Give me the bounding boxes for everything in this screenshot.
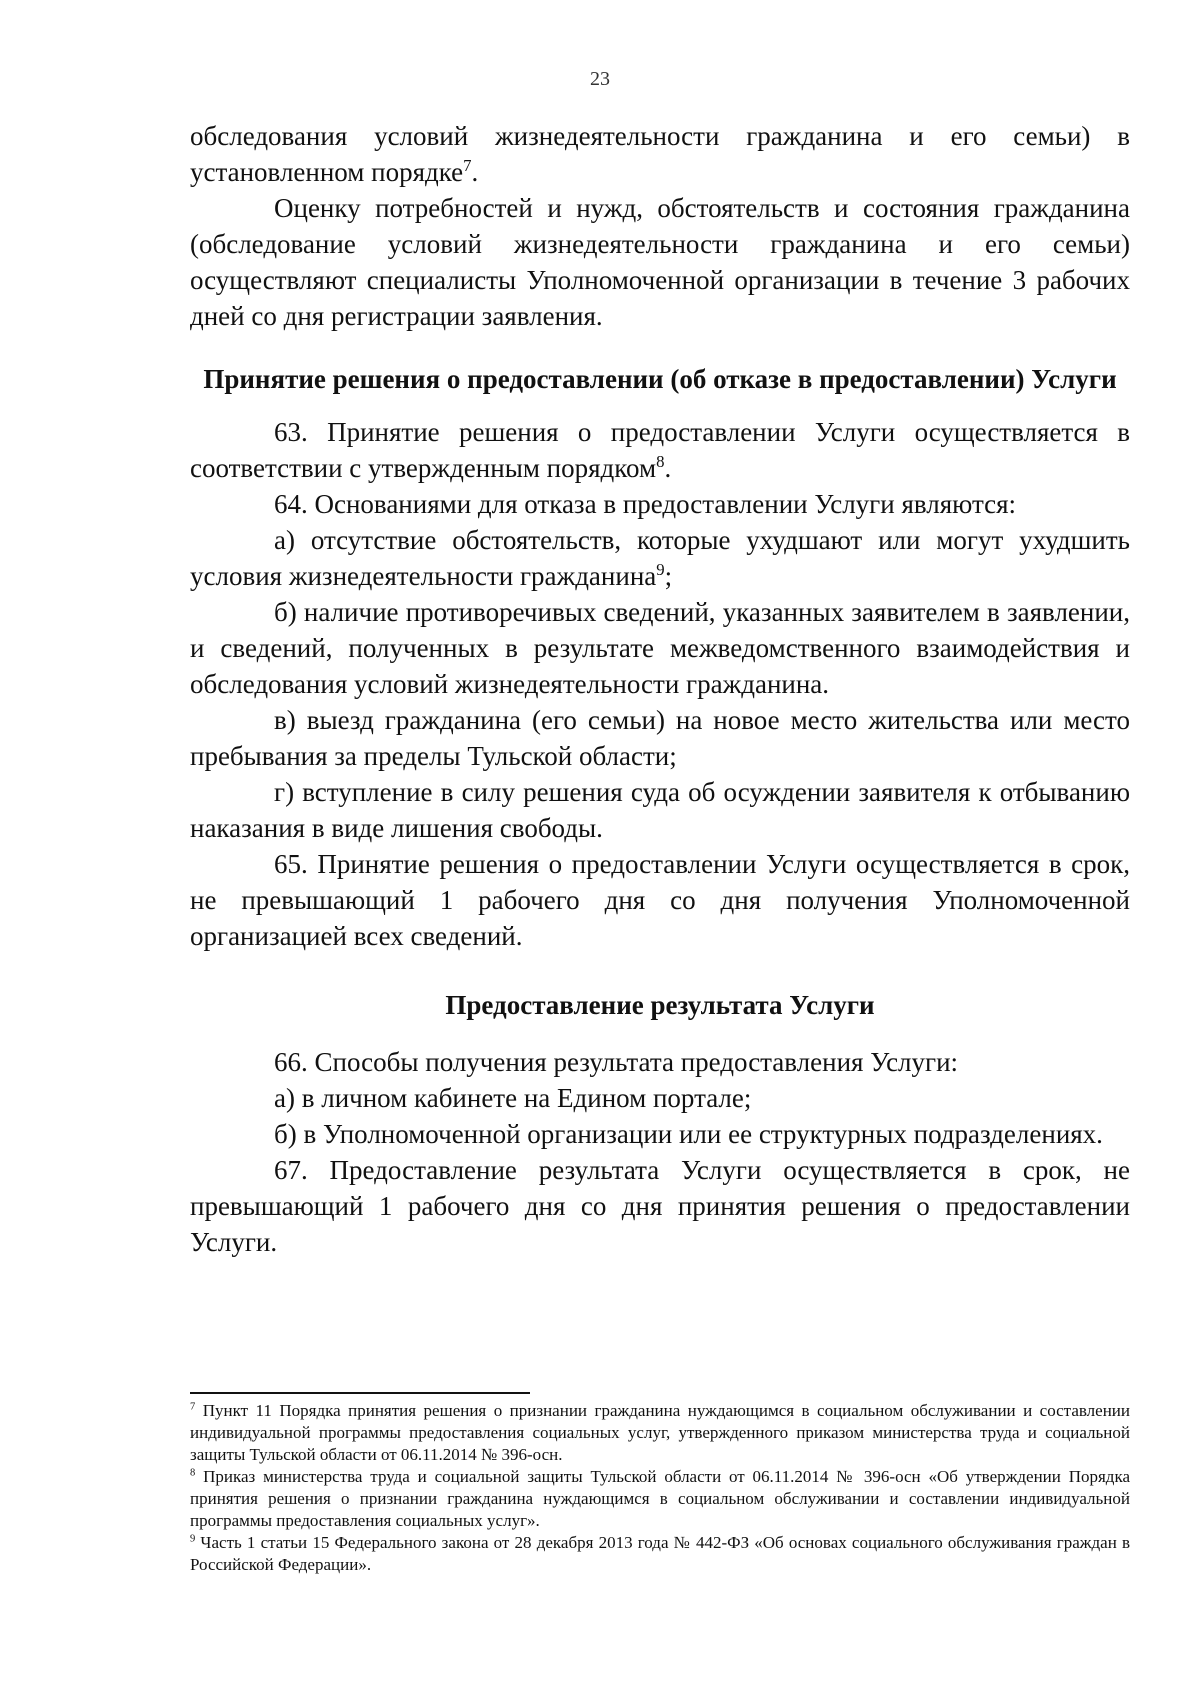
section-heading-decision: Принятие решения о предоставлении (об отказе в предоставлении) Услуги	[203, 364, 1117, 394]
list-item-g: г) вступление в силу решения суда об осуждении заявителя к отбыванию наказания в виде лишения свободы.	[190, 777, 1130, 843]
footnote-divider	[190, 1392, 530, 1394]
section-heading-result: Предоставление результата Услуги	[445, 990, 875, 1020]
paragraph-assessment: Оценку потребностей и нужд, обстоятельств и состояния гражданина (обследование условий жизнедеятельности гражданина и его семьи) осуществляют специалисты Уполномоченной организации в течение 3 рабочих дней со дня регистрации заявления.	[190, 193, 1130, 331]
footnote-ref-7: 7	[463, 156, 472, 175]
paragraph-63: 63. Принятие решения о предоставлении Услуги осуществляется в соответствии с утвержденным порядком$^8$.	[190, 417, 1130, 483]
footnote-9: $^9$ Часть 1 статьи 15 Федерального закона от 28 декабря 2013 года № 442-ФЗ «Об основах социального обслуживания граждан в Российской Федерации».	[190, 1533, 1130, 1574]
paragraph-65: 65. Принятие решения о предоставлении Услуги осуществляется в срок, не превышающий 1 рабочего дня со дня получения Уполномоченной организацией всех сведений.	[190, 849, 1130, 951]
paragraph-67: 67. Предоставление результата Услуги осуществляется в срок, не превышающий 1 рабочего дня со дня принятия решения о предоставлении Услуги.	[190, 1155, 1130, 1257]
document-body	[190, 118, 1130, 1260]
list-item-66a: а) в личном кабинете на Едином портале;	[274, 1083, 752, 1113]
paragraph-66: 66. Способы получения результата предоставления Услуги:	[274, 1047, 959, 1077]
footnotes	[190, 1400, 1130, 1576]
list-item-a: а) отсутствие обстоятельств, которые ухудшают или могут ухудшить условия жизнедеятельности гражданина$^9$;	[190, 525, 1130, 591]
list-item-v: в) выезд гражданина (его семьи) на новое место жительства или место пребывания за пределы Тульской области;	[190, 705, 1130, 771]
list-item-66b: б) в Уполномоченной организации или ее структурных подразделениях.	[274, 1119, 1103, 1149]
footnote-ref-8: 8	[656, 452, 665, 471]
page-number: 23	[590, 68, 610, 90]
footnote-8: $^8$ Приказ министерства труда и социальной защиты Тульской области от 06.11.2014 № 396-осн «Об утверждении Порядка принятия решения о признании гражданина нуждающимся в социальном обслуживании и составлении индивидуальной программы предоставления социальных услуг».	[190, 1467, 1130, 1530]
footnote-7: $^7$ Пункт 11 Порядка принятия решения о признании гражданина нуждающимся в социальном обслуживании и составлении индивидуальной программы предоставления социальных услуг, утвержденного приказом министерства труда и социальной защиты Тульской области от 06.11.2014 № 396-осн.	[190, 1401, 1130, 1464]
paragraph-continuation: обследования условий жизнедеятельности гражданина и его семьи) в установленном порядке$^7$.	[190, 121, 1130, 187]
footnote-ref-9: 9	[656, 560, 665, 579]
paragraph-64: 64. Основаниями для отказа в предоставлении Услуги являются:	[274, 489, 1017, 519]
list-item-b: б) наличие противоречивых сведений, указанных заявителем в заявлении, и сведений, полученных в результате межведомственного взаимодействия и обследования условий жизнедеятельности гражданина.	[190, 597, 1130, 699]
